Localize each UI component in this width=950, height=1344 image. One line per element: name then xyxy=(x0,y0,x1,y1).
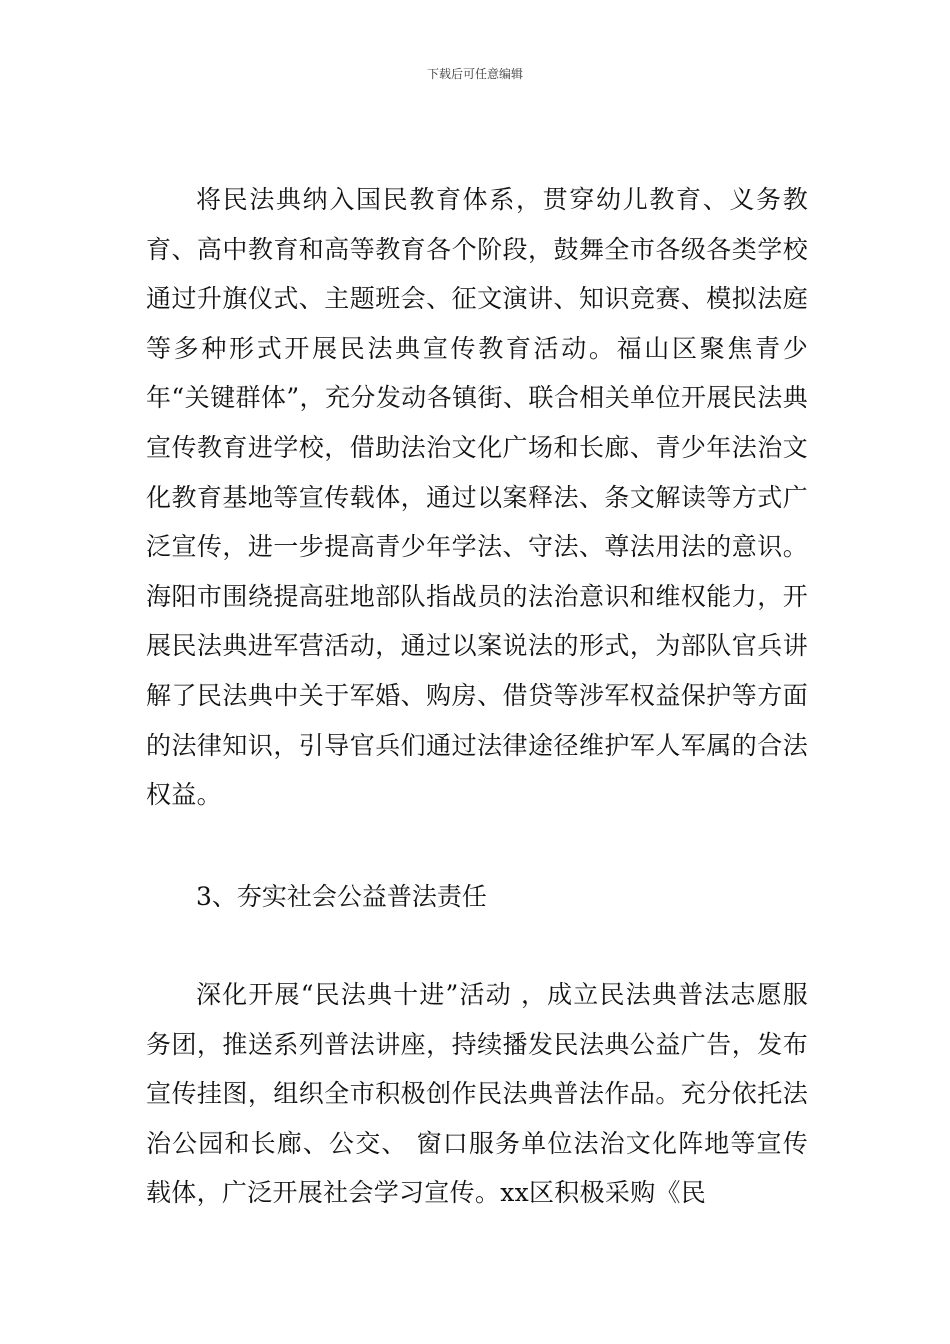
body-paragraph-1: 将民法典纳入国民教育体系，贯穿幼儿教育、义务教育、高中教育和高等教育各个阶段，鼓舞全市各级各类学校通过升旗仪式、主题班会、征文演讲、知识竞赛、模拟法庭等多种形式开展民法典宣传教育活动。福山区聚焦青少年“关键群体”，充分发动各镇街、联合相关单位开展民法典宣传教育进学校，借助法治文化广场和长廊、青少年法治文化教育基地等宣传载体，通过以案释法、条文解读等方式广泛宣传，进一步提高青少年学法、守法、尊法用法的意识。海阳市围绕提高驻地部队指战员的法治意识和维权能力，开展民法典进军营活动，通过以案说法的形式，为部队官兵讲解了民法典中关于军婚、购房、借贷等涉军权益保护等方面的法律知识，引导官兵们通过法律途径维护军人军属的合法权益。 xyxy=(146,185,808,810)
page-header-note: 下载后可任意编辑 xyxy=(426,67,523,81)
section-heading: 3、夯实社会公益普法责任 xyxy=(196,882,487,911)
body-paragraph-2: 深化开展“民法典十进”活动 ，成立民法典普法志愿服务团，推送系列普法讲座，持续播发民法典公益广告，发布宣传挂图，组织全市积极创作民法典普法作品。充分依托法治公园和长廊、公交、 窗口服务单位法治文化阵地等宣传载体，广泛开展社会学习宣传。xx区积极采购《民 xyxy=(146,980,808,1208)
